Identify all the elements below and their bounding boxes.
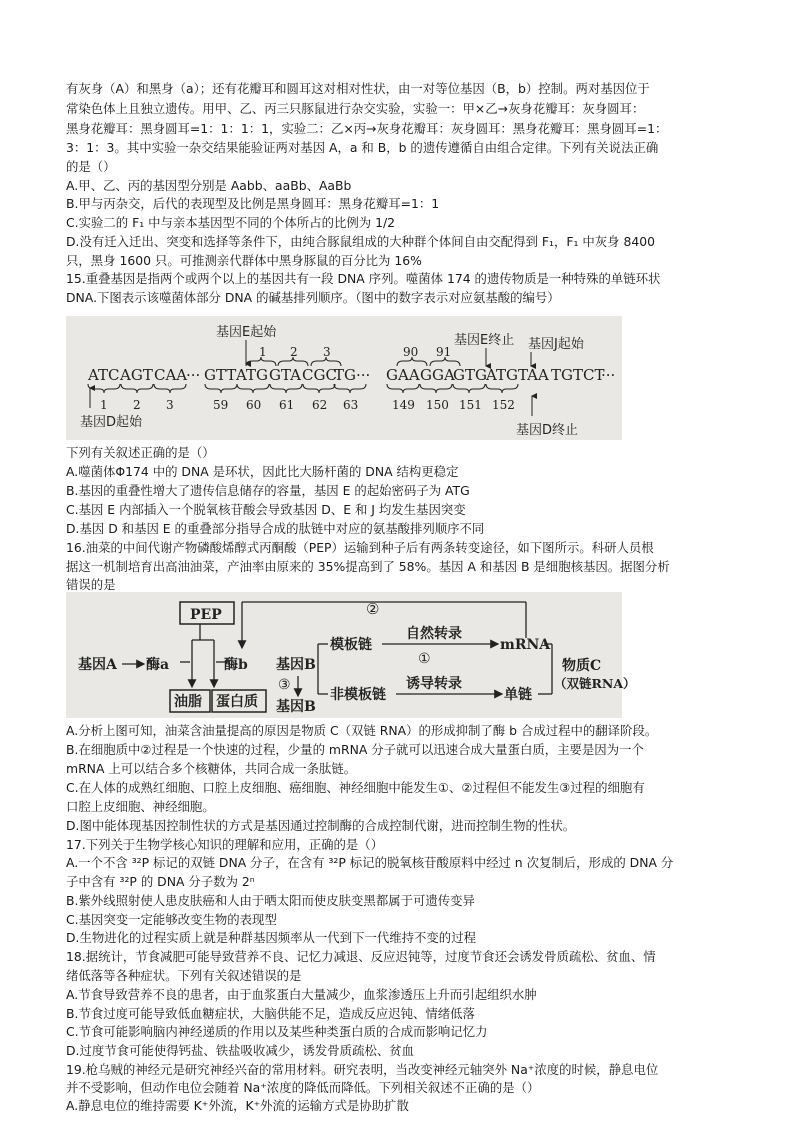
option-d: D.生物进化的过程实质上就是种群基因频率从一代到下一代维持不变的过程: [66, 930, 476, 945]
gene-d-codon-number: 149: [392, 398, 415, 412]
step-1-label: ①: [418, 651, 431, 667]
question-15-cont: DNA.下图表示该噬菌体部分 DNA 的碱基排列顺序。（图中的数字表示对应氨基酸的编号）: [66, 290, 560, 305]
gene-d-codon-number: 59: [213, 398, 229, 412]
seq-group: TGT: [551, 366, 583, 384]
gene-d-start-label: 基因D起始: [80, 415, 143, 430]
enzyme-a-label: 酶a: [146, 657, 170, 673]
seq-group: GTG: [453, 366, 487, 384]
option-a: A.噬菌体Φ174 中的 DNA 是环状，因此比大肠杆菌的 DNA 结构更稳定: [66, 464, 459, 479]
gene-e-codon-number: 3: [323, 345, 331, 359]
text-line: 黑身花瓣耳：黑身圆耳=1：1：1：1，实验二：乙×丙→灰身花瓣耳：灰身圆耳：黑身花瓣耳：黑身圆耳=1：: [66, 121, 668, 136]
seq-group: ···: [601, 366, 616, 384]
gene-d-codon-number: 63: [343, 398, 359, 412]
enzyme-b-label: 酶b: [224, 657, 248, 673]
seq-group: ···: [186, 366, 201, 384]
gene-d-stop-label: 基因D终止: [516, 423, 579, 438]
question-15: 15.重叠基因是指两个或两个以上的基因共有一段 DNA 序列。噬菌体 174 的遗传物质是一种特殊的单链环状: [66, 271, 661, 286]
gene-b-label: 基因B: [276, 657, 316, 673]
seq-group: GTT: [204, 366, 237, 384]
single-strand-label: 单链: [504, 687, 532, 703]
seq-group: CGC: [302, 366, 337, 384]
option-b: B.在细胞质中②过程是一个快速的过程，少量的 mRNA 分子就可以迅速合成大量蛋白质，主要是因为一个: [66, 742, 644, 757]
gene-d-codon-number: 152: [492, 398, 515, 412]
gene-a-label: 基因A: [78, 657, 117, 673]
gene-d-codon-number: 151: [459, 398, 482, 412]
question-19-cont: 并不受影响，但动作电位会随着 Na⁺浓度的降低而降低。下列相关叙述不正确的是（）: [66, 1080, 540, 1095]
seq-group: AGT: [120, 366, 153, 384]
seq-group: ATG: [486, 366, 518, 384]
option-b: B.甲与丙杂交，后代的表现型及比例是黑身圆耳：黑身花瓣耳=1：1: [66, 196, 440, 211]
option-c: C.节食可能影响脑内神经递质的作用以及某些种类蛋白质的合成而影响记忆力: [66, 1024, 488, 1039]
natural-transcription-label: 自然转录: [406, 626, 462, 642]
option-d-cont: 只，黑身 1600 只。可推测亲代群体中黑身豚鼠的百分比为 16%: [66, 253, 422, 268]
option-a: A.节食导致营养不良的患者，由于血浆蛋白大量减少，血浆渗透压上升而引起组织水肿: [66, 987, 537, 1002]
seq-group: GTA: [269, 366, 301, 384]
gene-e-codon-number: 1: [259, 345, 267, 359]
text-line: 常染色体上且独立遗传。用甲、乙、丙三只豚鼠进行杂交实验，实验一：甲×乙→灰身花瓣耳：灰身圆耳：: [66, 101, 645, 116]
gene-d-codon-number: 2: [133, 398, 141, 412]
option-a: A.分析上图可知，油菜含油量提高的原因是物质 C（双链 RNA）的形成抑制了酶 b 合成过程中的翻译阶段。: [66, 723, 658, 738]
question-16-cont: 据这一机制培育出高油油菜，产油率由原来的 35%提高到了 58%。基因 A 和基因 B 是细胞核基因。据图分析: [66, 559, 670, 574]
option-b: B.节食过度可能导致低血糖症状，大脑供能不足，造成反应迟钝、情绪低落: [66, 1006, 475, 1021]
text-line: 的是（）: [66, 159, 116, 174]
option-c: C.基因 E 内部插入一个脱氧核苷酸会导致基因 D、E 和 J 均发生基因突变: [66, 502, 466, 517]
gene-e-stop-label: 基因E终止: [454, 333, 515, 348]
question-18-cont: 绪低落等各种症状。下列有关叙述错误的是: [66, 968, 302, 983]
gene-e-codon-number: 90: [403, 345, 419, 359]
pep-label: PEP: [190, 607, 222, 623]
option-c: C.在人体的成熟红细胞、口腔上皮细胞、癌细胞、神经细胞中能发生①、②过程但不能发生③过程的细胞有: [66, 780, 645, 795]
gene-e-start-label: 基因E起始: [216, 325, 277, 340]
non-template-strand-label: 非模板链: [330, 687, 386, 703]
question-17: 17.下列关于生物学核心知识的理解和应用，正确的是（）: [66, 837, 384, 852]
gene-d-codon-number: 1: [100, 398, 108, 412]
option-d: D.没有迁入迁出、突变和选择等条件下，由纯合豚鼠组成的大种群个体间自由交配得到 F₁，F₁ 中灰身 8400: [66, 234, 656, 249]
option-b-cont: mRNA 上可以结合多个核糖体，共同合成一条肽链。: [66, 761, 357, 776]
question-18: 18.据统计，节食减肥可能导致营养不良、记忆力减退、反应迟钝等，过度节食还会诱发骨质疏松、贫血、情: [66, 949, 656, 964]
oil-label: 油脂: [174, 694, 202, 710]
substance-c-label: 物质C: [562, 658, 602, 674]
seq-group: TG: [334, 366, 356, 384]
text-line: 有灰身（A）和黑身（a）；还有花瓣耳和圆耳这对相对性状，由一对等位基因（B，b）控制。两对基因位于: [66, 81, 650, 96]
gene-e-braces: [246, 357, 460, 366]
gene-b-label-2: 基因B: [276, 699, 316, 715]
question-16-cont: 错误的是: [66, 577, 116, 592]
option-c: C.实验二的 F₁ 中与亲本基因型不同的个体所占的比例为 1/2: [66, 215, 396, 230]
gene-d-braces: [88, 384, 518, 393]
seq-group: CAA: [154, 366, 188, 384]
option-a: A.一个不含 ³²P 标记的双链 DNA 分子，在含有 ³²P 标记的脱氧核苷酸原料中经过 n 次复制后，形成的 DNA 分: [66, 855, 674, 870]
seq-group: ATG: [236, 366, 268, 384]
option-b: B.紫外线照射使人患皮肤癌和人由于晒太阳而使皮肤变黑都属于可遗传变异: [66, 893, 475, 908]
seq-group: TAA: [518, 366, 549, 384]
seq-group: CT: [583, 366, 605, 384]
dna-sequence-figure: [66, 316, 622, 440]
seq-group: ATC: [88, 366, 120, 384]
pep-pathway-figure: [66, 592, 636, 718]
option-c-cont: 口腔上皮细胞、神经细胞。: [66, 799, 215, 814]
question-16: 16.油菜的中间代谢产物磷酸烯醇式丙酮酸（PEP）运输到种子后有两条转变途径，如下图所示。科研人员根: [66, 540, 654, 555]
option-a: A.静息电位的维持需要 K⁺外流，K⁺外流的运输方式是协助扩散: [66, 1098, 409, 1113]
option-d: D.图中能体现基因控制性状的方式是基因通过控制酶的合成控制代谢，进而控制生物的性状。: [66, 818, 576, 833]
seq-group: GAA: [386, 366, 420, 384]
gene-j-start-label: 基因J起始: [528, 337, 584, 352]
question-15-prompt: 下列有关叙述正确的是（）: [66, 445, 215, 460]
gene-d-codon-number: 61: [279, 398, 295, 412]
option-c: C.基因突变一定能够改变生物的表现型: [66, 912, 277, 927]
mrna-label: mRNA: [500, 637, 551, 653]
option-b: B.基因的重叠性增大了遗传信息储存的容量，基因 E 的起始密码子为 ATG: [66, 483, 470, 498]
seq-group: GGA: [420, 366, 455, 384]
ds-rna-label: （双链RNA）: [554, 676, 636, 691]
step-3-label: ③: [278, 677, 291, 693]
gene-d-codon-number: 62: [312, 398, 328, 412]
gene-e-codon-number: 2: [290, 345, 298, 359]
template-strand-label: 模板链: [330, 637, 372, 653]
gene-d-codon-number: 150: [426, 398, 449, 412]
seq-group: ···: [356, 366, 371, 384]
text-line: 3：1：3。其中实验一杂交结果能验证两对基因 A，a 和 B，b 的遗传遵循自由组合定律。下列有关说法正确: [66, 140, 659, 155]
induced-transcription-label: 诱导转录: [406, 676, 462, 692]
gene-d-codon-number: 3: [166, 398, 174, 412]
option-a-cont: 子中含有 ³²P 的 DNA 分子数为 2ⁿ: [66, 874, 255, 889]
option-a: A.甲、乙、丙的基因型分别是 Aabb、aaBb、AaBb: [66, 178, 352, 193]
option-d: D.过度节食可能使得钙盐、铁盐吸收减少，诱发骨质疏松、贫血: [66, 1043, 415, 1058]
protein-label: 蛋白质: [216, 694, 258, 710]
question-19: 19.枪乌贼的神经元是研究神经兴奋的常用材料。研究表明，当改变神经元轴突外 Na⁺浓度的时候，静息电位: [66, 1062, 659, 1077]
gene-e-codon-number: 91: [436, 345, 452, 359]
gene-d-codon-number: 60: [246, 398, 262, 412]
step-2-label: ②: [366, 600, 380, 618]
option-d: D.基因 D 和基因 E 的重叠部分指导合成的肽链中对应的氨基酸排列顺序不同: [66, 521, 485, 536]
